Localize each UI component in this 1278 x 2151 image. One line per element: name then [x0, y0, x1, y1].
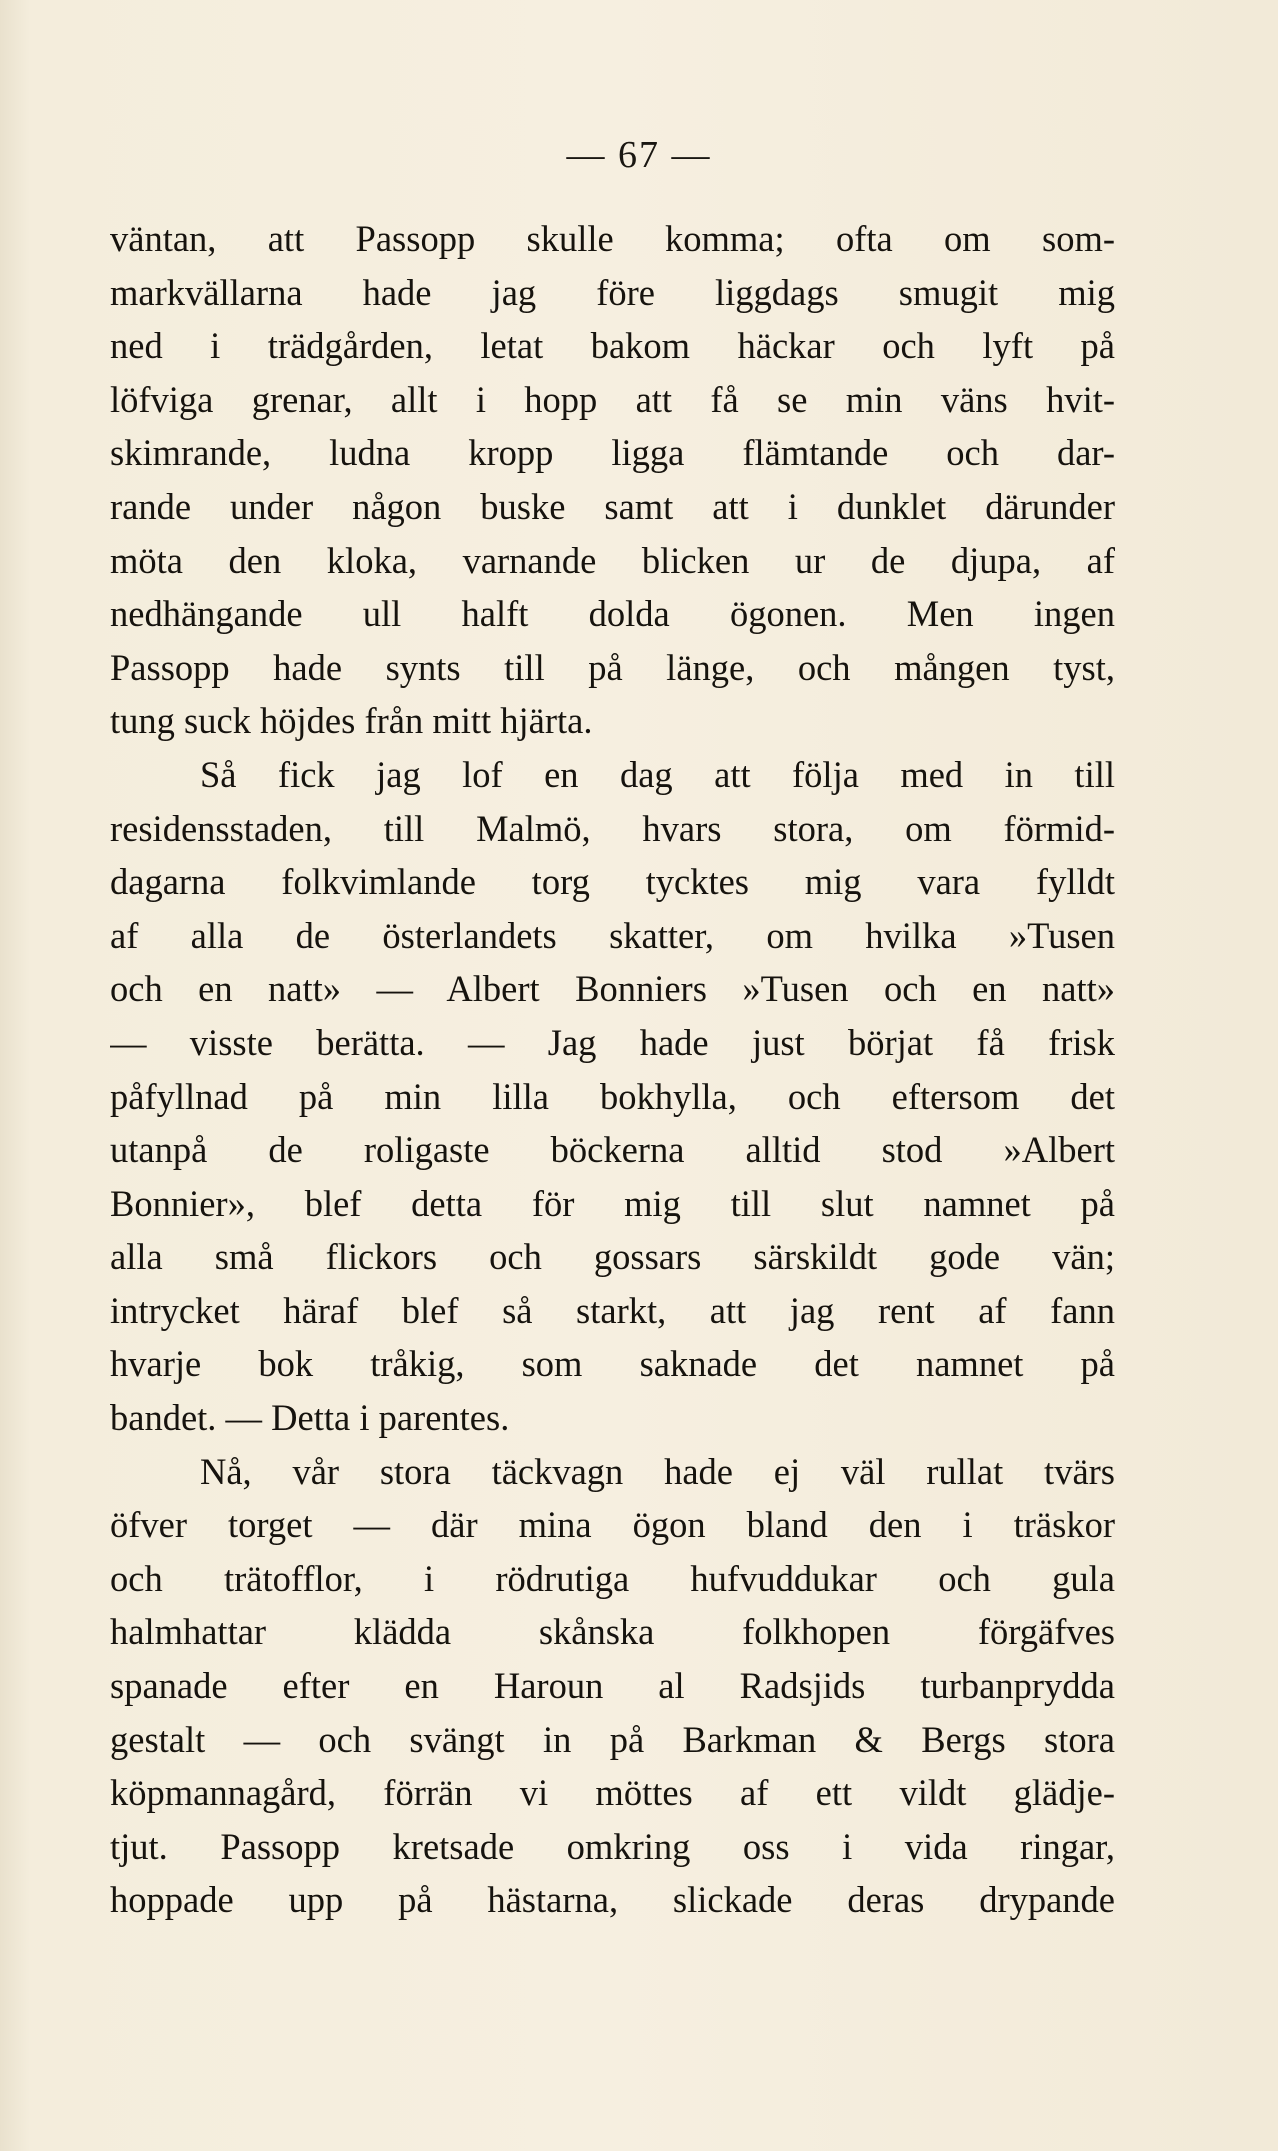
- text-line: Passopp hade synts till på länge, och mången tyst,: [110, 646, 1115, 688]
- text-line: alla små flickors och gossars särskildt gode vän;: [110, 1236, 1115, 1278]
- text-line: och trätofflor, i rödrutiga hufvuddukar och gula: [110, 1557, 1115, 1599]
- text-line: rande under någon buske samt att i dunklet därunder: [110, 485, 1115, 527]
- text-line: Så fick jag lof en dag att följa med in till: [200, 753, 1115, 795]
- page-number: — 67 —: [566, 134, 712, 176]
- text-line: tjut. Passopp kretsade omkring oss i vida ringar,: [110, 1825, 1115, 1867]
- text-line: väntan, att Passopp skulle komma; ofta om som-: [110, 218, 1115, 259]
- text-line: löfviga grenar, allt i hopp att få se min väns hvit-: [110, 378, 1115, 420]
- text-line: af alla de österlandets skatter, om hvilka »Tusen: [110, 914, 1115, 956]
- text-line: Nå, vår stora täckvagn hade ej väl rullat tvärs: [200, 1450, 1115, 1492]
- text-line: nedhängande ull halft dolda ögonen. Men ingen: [110, 593, 1115, 635]
- text-line: gestalt — och svängt in på Barkman & Bergs stora: [110, 1718, 1115, 1760]
- text-line: — visste berätta. — Jag hade just börjat få frisk: [110, 1021, 1115, 1063]
- text-line: ned i trädgården, letat bakom häckar och lyft på: [110, 325, 1115, 367]
- text-line: intrycket häraf blef så starkt, att jag rent af fann: [110, 1289, 1115, 1331]
- text-line: bandet. — Detta i parentes.: [110, 1397, 510, 1439]
- text-line: markvällarna hade jag före liggdags smugit mig: [110, 271, 1115, 313]
- text-line: halmhattar klädda skånska folkhopen förgäfves: [110, 1611, 1115, 1653]
- text-line: och en natt» — Albert Bonniers »Tusen och en natt»: [110, 968, 1115, 1010]
- text-line: möta den kloka, varnande blicken ur de djupa, af: [110, 539, 1115, 581]
- text-line: residensstaden, till Malmö, hvars stora, om förmid-: [110, 807, 1115, 849]
- text-line: påfyllnad på min lilla bokhylla, och eftersom det: [110, 1075, 1115, 1117]
- text-line: Bonnier», blef detta för mig till slut namnet på: [110, 1182, 1115, 1224]
- text-line: utanpå de roligaste böckerna alltid stod »Albert: [110, 1129, 1115, 1171]
- text-line: hoppade upp på hästarna, slickade deras drypande: [110, 1879, 1115, 1921]
- body-text: [110, 212, 1115, 1927]
- text-line: tung suck höjdes från mitt hjärta.: [110, 700, 593, 742]
- text-line: skimrande, ludna kropp ligga flämtande och dar-: [110, 432, 1115, 474]
- text-line: öfver torget — där mina ögon bland den i träskor: [110, 1504, 1115, 1546]
- text-line: dagarna folkvimlande torg tycktes mig vara fylldt: [110, 861, 1115, 903]
- text-line: köpmannagård, förrän vi möttes af ett vildt glädje-: [110, 1772, 1115, 1814]
- text-line: hvarje bok tråkig, som saknade det namnet på: [110, 1343, 1115, 1385]
- text-line: spanade efter en Haroun al Radsjids turbanprydda: [110, 1665, 1115, 1707]
